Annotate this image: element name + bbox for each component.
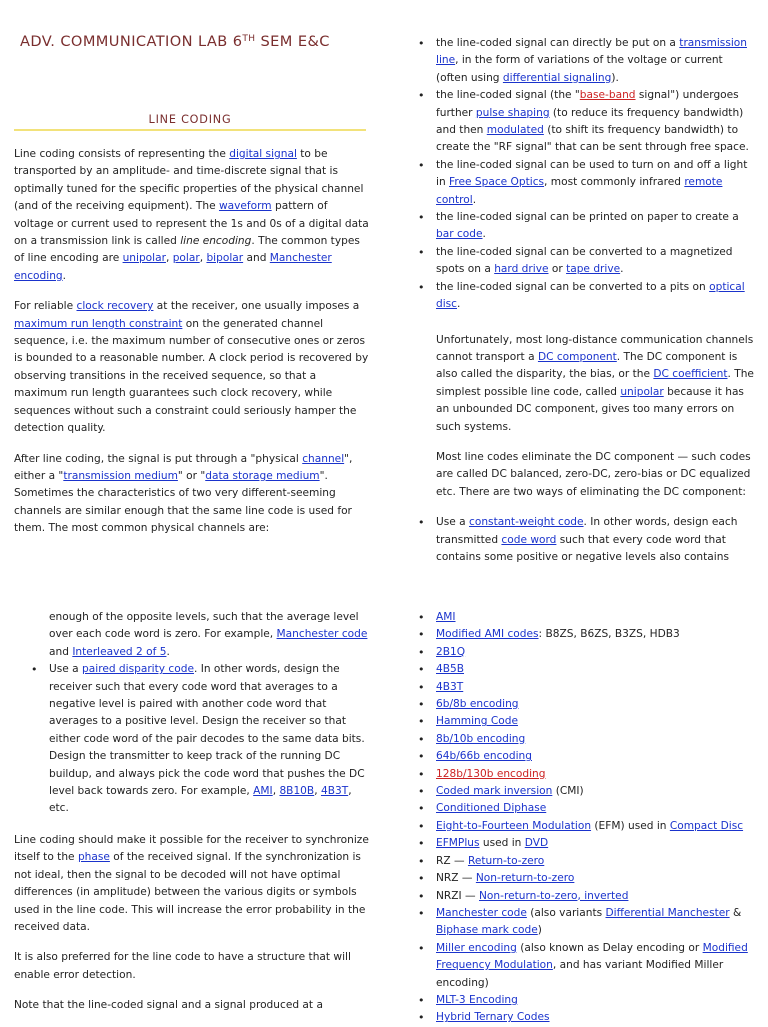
link-4b3t[interactable]: 4B3T [320,785,349,798]
link-optical-disc[interactable]: optical disc [436,280,745,311]
link-pulse-shaping[interactable]: pulse shaping [475,106,550,119]
text-run: ). [611,71,619,84]
link-differential-signaling[interactable]: differential signaling [502,71,612,84]
text-run: the line-coded signal can be converted to a magnetized spots on a [436,245,733,276]
link-modified-ami-codes[interactable]: Modified AMI codes [436,628,539,641]
list-item [414,35,756,87]
text-run: Line coding should make it possible for the receiver to synchronize itself to the [14,834,369,864]
title-superscript: TH [242,34,256,44]
text-run: . [620,263,624,276]
link-2b1q[interactable]: 2B1Q [436,645,466,658]
link-manchester-code[interactable]: Manchester code [276,628,368,641]
text-run: , [165,252,173,265]
list-item [414,766,756,783]
text-run: , [199,252,207,265]
link-channel[interactable]: channel [302,452,345,465]
text-run: (also variants [526,906,606,919]
text-run: NRZI — [436,889,479,902]
list-item [414,87,756,157]
link-base-band[interactable]: base-band [579,89,636,102]
text-run: . In other words, design each transmitted [436,516,738,546]
link-code-word[interactable]: code word [501,533,557,546]
text-run: ", either a " [14,452,353,482]
left-column-top [14,146,370,538]
list-item [414,713,756,730]
left-column-bottom-text [14,832,370,1015]
text-run: " or " [177,469,206,482]
text-run: the line-coded signal can be converted to a pits on [436,280,710,293]
list-item [414,835,756,852]
link-dc-coefficient[interactable]: DC coefficient [653,368,728,381]
list-item [414,244,756,279]
text-run: , [272,785,280,798]
text-run: After line coding, the signal is put through a "physical [14,452,303,465]
text-run: For reliable [14,300,77,313]
link-dvd[interactable]: DVD [524,837,549,850]
link-clock-recovery[interactable]: clock recovery [76,300,154,313]
text-run: the line-coded signal can be printed on paper to create a [436,211,739,224]
text-run: Most line codes eliminate the DC component — such codes are called DC balanced, zero-DC, zero-bias or DC equalized etc. There are two ways of eliminating the DC component: [436,450,751,498]
right-column-top [414,35,756,566]
link-ami[interactable]: AMI [253,785,273,798]
text-run: . [482,228,486,241]
text-run: and [243,252,270,265]
link-hard-drive[interactable]: hard drive [494,263,549,276]
paragraph [14,298,370,437]
list-item [414,609,756,626]
link-hybrid-ternary-codes[interactable]: Hybrid Ternary Codes [436,1011,550,1024]
link-free-space-optics[interactable]: Free Space Optics [449,176,545,189]
list-item [414,870,756,887]
text-run: . [166,645,170,658]
text-run: . [457,298,461,311]
list-item [414,992,756,1009]
text-run: . [62,269,67,282]
link-coded-mark-inversion[interactable]: Coded mark inversion [436,785,553,798]
text-run: (to shift its frequency bandwidth) to create the "RF signal" that can be sent through free space. [436,124,749,154]
link-return-to-zero[interactable]: Return-to-zero [467,854,545,867]
list-item [414,661,756,678]
link-unipolar[interactable]: unipolar [122,252,166,265]
text-run: , in the form of variations of the voltage or current (often using [436,54,723,84]
list-item [414,731,756,748]
text-run: and [49,645,73,658]
link-hamming-code[interactable]: Hamming Code [436,715,518,728]
text-run: . The simplest possible line code, called [436,368,754,398]
text-run: or [548,263,567,276]
link-modified-frequency-modulation[interactable]: Modified Frequency Modulation [436,941,748,972]
list-item [414,644,756,661]
text-run: Note that the line-coded signal and a signal produced at a [14,999,323,1012]
line-code-list [414,609,756,1027]
text-run: (to reduce its frequency bandwidth) and then [436,106,744,137]
left-column-bottom [27,609,370,818]
list-item [414,888,756,905]
list-item [414,853,756,870]
text-run: the line-coded signal (the " [436,89,580,102]
text-run: pattern of voltage or current used to represent the 1s and 0s of a digital data on a transmission link is called [14,200,369,248]
link-dc-component[interactable]: DC component [537,350,617,363]
link-ami[interactable]: AMI [436,611,456,623]
text-run: ". Sometimes the characteristics of two very different-seeming channels are similar enough that the same line code is used for them. The most common physical channels are: [14,469,352,535]
text-run: such that every code word that contains some positive or negative levels also contains [436,533,729,563]
text-run: : B8ZS, B6ZS, B3ZS, HDB3 [538,628,680,641]
link-6b-8b-encoding[interactable]: 6b/8b encoding [436,698,519,711]
text-run: NRZ — [436,872,476,885]
paragraph [14,451,370,538]
list-item [414,626,756,643]
list-item [414,800,756,817]
text-run: because it has an unbounded DC component, gives too many errors on such systems. [436,385,744,433]
link-constant-weight-code[interactable]: constant-weight code [469,516,584,529]
text-run: enough of the opposite levels, such that the average level over each code word is zero. For example, [49,611,359,641]
link-modulated[interactable]: modulated [486,124,544,137]
text-run: . The DC component is also called the disparity, the bias, or the [436,350,738,381]
list-item [414,940,756,992]
link-8b-10b-encoding[interactable]: 8b/10b encoding [436,732,526,745]
text-run: to be transported by an amplitude- and time-discrete signal that is optimally tuned for the specific properties of the physical channel (and of the receiving equipment). The [14,148,364,213]
paragraph [414,449,756,501]
list-item [414,783,756,800]
paragraph [14,949,370,984]
text-run: on the generated channel sequence, i.e. the maximum number of consecutive ones or zeros is bounded to a reasonable number. A clock period is recovered by observing transitions in the received sequence, so that a maximum run length guarantees such clock recovery, while sequences without such a constraint could seriously hamper the detection quality. [14,317,369,435]
text-run: (CMI) [552,785,584,798]
link-phase[interactable]: phase [77,851,110,864]
link-bipolar[interactable]: bipolar [206,252,244,265]
text-run: of the received signal. If the synchronization is not ideal, then the signal to be decoded will not have optimal differences (in amplitude) between the various digits or symbols used in the line code. This will increase the error probability in the received data. [14,851,366,934]
link-transmission-medium[interactable]: transmission medium [63,469,178,482]
text-run: , etc. [49,785,352,815]
title-text: ADV. COMMUNICATION LAB 6 [20,33,243,50]
text-run: Unfortunately, most long-distance communication channels cannot transport a [436,333,754,363]
link-4b5b[interactable]: 4B5B [436,663,465,676]
list-item [414,514,756,566]
link-mlt-3-encoding[interactable]: MLT-3 Encoding [436,993,518,1006]
link-waveform[interactable]: waveform [218,200,272,213]
text-run: signal") undergoes further [436,89,739,119]
link-manchester-code[interactable]: Manchester code [436,906,527,919]
text-run: Use a [436,516,470,529]
text-run: , most commonly infrared [544,176,685,189]
list-item [27,661,370,818]
title-tail: SEM E&C [255,33,330,50]
list-item [414,748,756,765]
heading-underline [14,129,366,131]
link-unipolar[interactable]: unipolar [620,385,664,398]
link-maximum-run-length-constraint[interactable]: maximum run length constraint [14,317,183,330]
link-paired-disparity-code[interactable]: paired disparity code [82,663,194,676]
text-run: . [472,193,477,206]
text-run: Line coding consists of representing the [14,148,230,160]
text-run: (also known as Delay encoding or [516,941,703,954]
right-column-bottom [414,609,756,1027]
link-conditioned-diphase[interactable]: Conditioned Diphase [436,802,547,815]
list-item [414,905,756,940]
text-run: , [314,785,321,798]
list-item [414,157,756,209]
text-run: ) [537,924,542,937]
link-compact-disc[interactable]: Compact Disc [669,819,744,832]
link-digital-signal[interactable]: digital signal [229,148,297,160]
text-run: . The common types of line encoding are [14,235,360,265]
link-non-return-to-zero[interactable]: Non-return-to-zero [475,872,575,885]
link-non-return-to-zero-inverted[interactable]: Non-return-to-zero, inverted [479,889,629,902]
text-run: (EFM) used in [591,819,670,832]
text-run: at the receiver, one usually imposes a [153,300,360,313]
link-interleaved-2-of-5[interactable]: Interleaved 2 of 5 [72,645,167,658]
link-8b10b[interactable]: 8B10B [279,785,315,798]
emphasis-text: line encoding [180,235,252,248]
list-item [414,818,756,835]
text-run: the line-coded signal can be used to turn on and off a light in [436,158,748,189]
link-biphase-mark-code[interactable]: Biphase mark code [436,924,538,937]
text-run: & [729,906,742,919]
list-item [414,696,756,713]
link-remote-control[interactable]: remote control [436,176,723,206]
link-bar-code[interactable]: bar code [436,228,483,241]
section-heading: LINE CODING [148,113,232,126]
link-data-storage-medium[interactable]: data storage medium [205,469,320,482]
text-run: . In other words, design the receiver such that every code word that averages to a negative level is paired with another code word that averages to a positive level. Design the receiver so that either code word of the pair decodes to the same data bits. Design the transmitter to keep track of the running DC buildup, and always pick the code word that pushes the DC level back towards zero. For example, [49,663,365,798]
document-title [20,33,330,51]
link-differential-manchester[interactable]: Differential Manchester [605,906,730,919]
link-64b-66b-encoding[interactable]: 64b/66b encoding [436,750,532,763]
text-run: RZ — [436,854,468,867]
paragraph [14,832,370,936]
list-item-continued [27,609,370,661]
dc-methods-list-cont [27,609,370,818]
link-eight-to-fourteen-modulation[interactable]: Eight-to-Fourteen Modulation [436,819,592,832]
link-tape-drive[interactable]: tape drive [566,263,621,276]
link-efmplus[interactable]: EFMPlus [436,837,480,850]
link-polar[interactable]: polar [172,252,200,265]
text-run: the line-coded signal can directly be put on a [436,37,680,49]
paragraph [414,332,756,436]
text-run: used in [479,837,525,850]
text-run: , and has variant Modified Miller encoding) [436,959,724,989]
text-run: Use a [49,663,83,676]
text-run: It is also preferred for the line code to have a structure that will enable error detection. [14,951,351,981]
list-item [414,679,756,696]
dc-methods-list [414,514,756,566]
list-item [414,279,756,314]
link-128b-130b-encoding[interactable]: 128b/130b encoding [436,767,546,780]
link-transmission-line[interactable]: transmission line [436,37,747,67]
paragraph [14,146,370,285]
link-miller-encoding[interactable]: Miller encoding [436,941,517,954]
list-item [414,209,756,244]
link-4b3t[interactable]: 4B3T [436,680,464,693]
link-manchester-encoding[interactable]: Manchester encoding [14,252,332,282]
channel-list [414,35,756,314]
list-item [414,1009,756,1026]
paragraph [14,997,370,1014]
